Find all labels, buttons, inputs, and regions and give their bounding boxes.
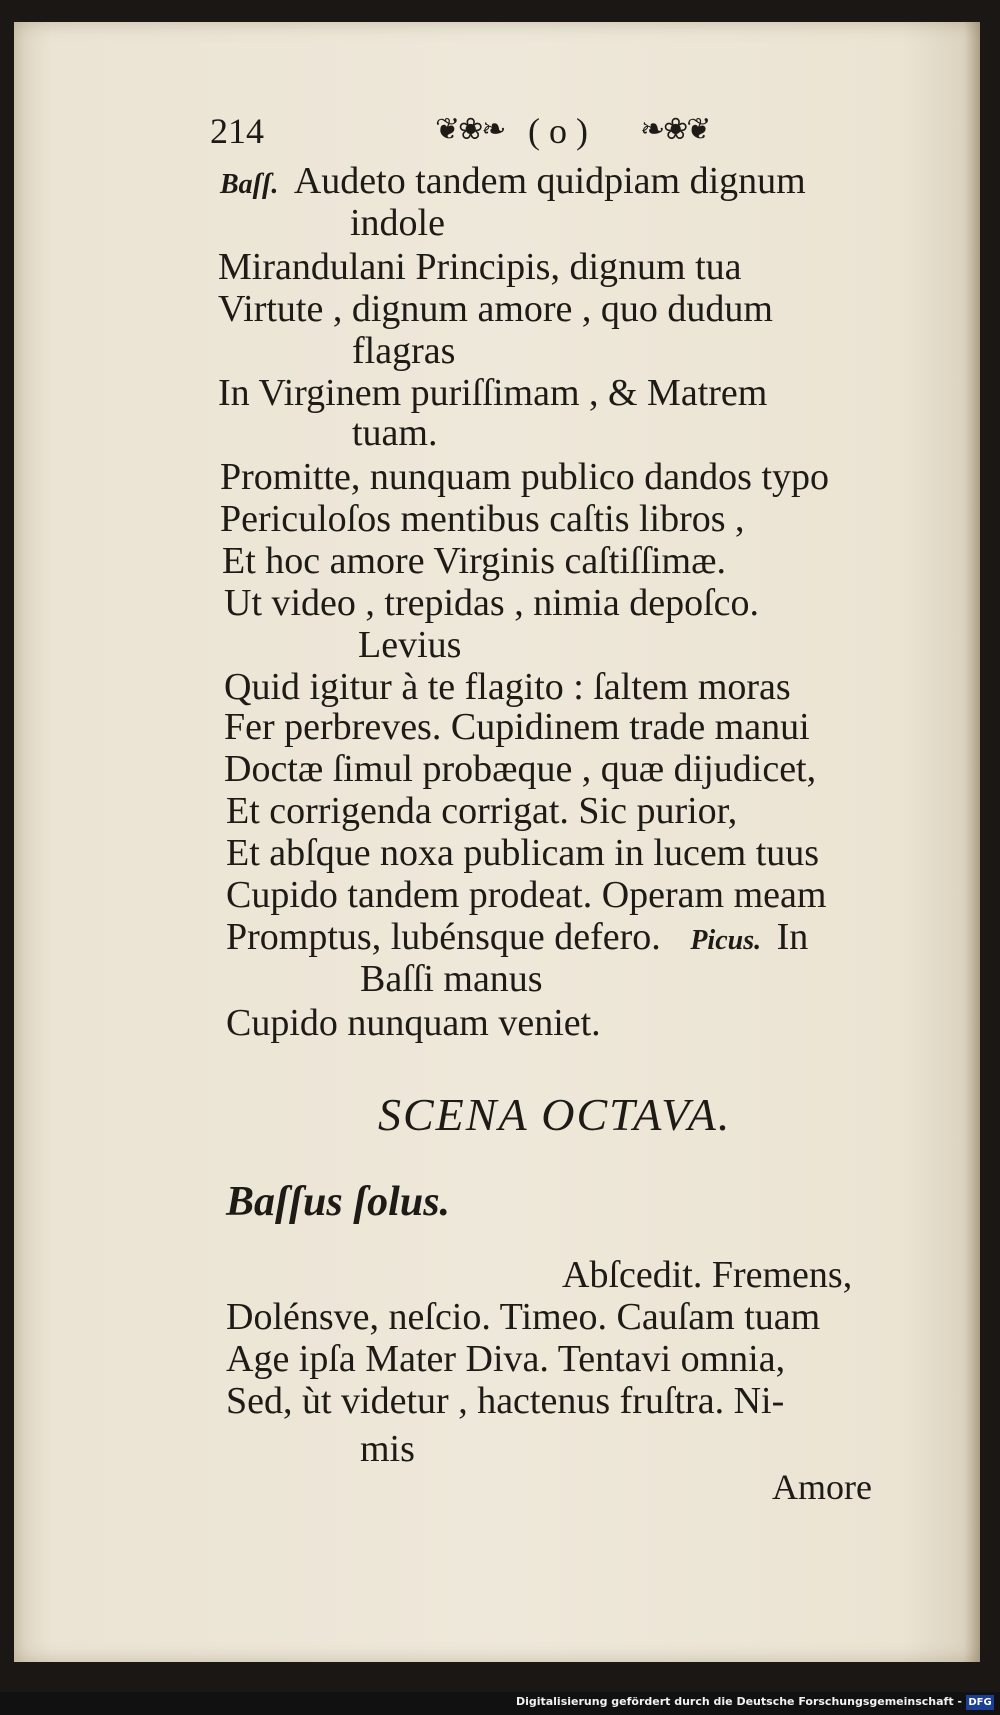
verse-line: Dolénsve, neſcio. Timeo. Cauſam tuam: [226, 1296, 821, 1338]
verse-line: Et abſque noxa publicam in lucem tuus: [226, 832, 820, 874]
verse-line: indole: [350, 202, 445, 244]
verse-line: [220, 160, 806, 206]
verse-line: Abſcedit. Fremens,: [562, 1254, 853, 1296]
dfg-logo: DFG: [966, 1695, 994, 1710]
footer-credit: Digitalisierung gefördert durch die Deutsche Forschungsgemeinschaft -: [515, 1695, 962, 1708]
verse-line: Quid igitur à te flagito : ſaltem moras: [224, 666, 791, 708]
ornament-right-icon: ❧❀❦: [640, 112, 710, 147]
verse-line: Et corrigenda corrigat. Sic purior,: [226, 790, 738, 832]
scene-title: SCENA OCTAVA.: [378, 1089, 732, 1140]
role-heading: Baſſus ſolus.: [226, 1179, 451, 1225]
verse-line: Fer perbreves. Cupidinem trade manui: [224, 706, 810, 748]
ornament-left-icon: ❦❀❧: [435, 112, 505, 147]
speaker-label: Picus.: [690, 925, 762, 956]
verse-line: Et hoc amore Virginis caſtiſſimæ.: [222, 540, 726, 582]
page-number: 214: [210, 111, 264, 151]
verse-line: Cupido nunquam veniet.: [226, 1002, 601, 1044]
verse-line: Doctæ ſimul probæque , quæ dijudicet,: [224, 748, 817, 790]
catchword: Amore: [772, 1467, 872, 1507]
verse-line: Mirandulani Principis, dignum tua: [218, 246, 742, 288]
verse-line: In Virginem puriſſimam , & Matrem: [218, 372, 768, 414]
running-header: [210, 110, 730, 150]
verse-line: Periculoſos mentibus caſtis libros ,: [220, 498, 745, 540]
verse-line: Cupido tandem prodeat. Operam meam: [226, 874, 827, 916]
verse-line: [226, 916, 808, 962]
verse-line: Ut video , trepidas , nimia depoſco.: [224, 582, 760, 624]
verse-line: Sed, ùt videtur , hactenus fruſtra. Ni-: [226, 1380, 785, 1422]
verse-text: Promptus, lubénsque defero.: [226, 916, 661, 958]
page-edge-shadow: [964, 22, 980, 1662]
verse-line: Age ipſa Mater Diva. Tentavi omnia,: [226, 1338, 786, 1380]
speaker-label: Baſſ.: [220, 169, 279, 200]
verse-text: Audeto tandem quidpiam dignum: [293, 160, 806, 202]
verse-text: In: [776, 916, 809, 958]
digitization-footer: [0, 1692, 1000, 1715]
verse-line: tuam.: [352, 412, 438, 454]
verse-line: mis: [360, 1428, 415, 1470]
header-mark: ( o ): [528, 111, 588, 151]
verse-line: Baſſi manus: [360, 958, 543, 1000]
verse-line: flagras: [352, 330, 456, 372]
verse-line: Virtute , dignum amore , quo dudum: [218, 288, 773, 330]
verse-line: Levius: [358, 624, 462, 666]
verse-line: Promitte, nunquam publico dandos typo: [220, 456, 830, 498]
